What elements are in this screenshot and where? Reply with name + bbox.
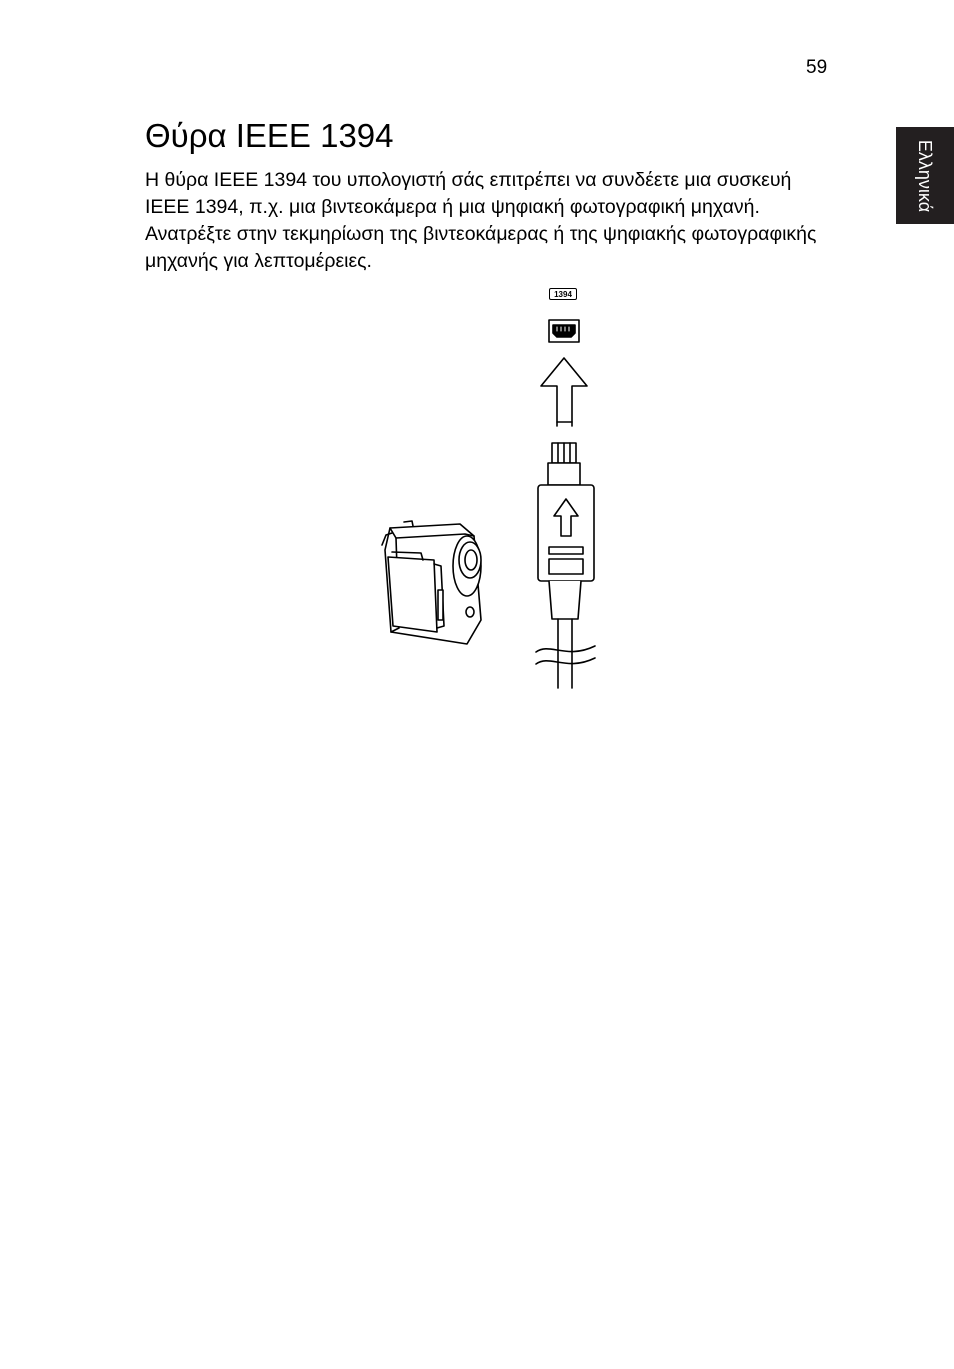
port-label-text: 1394 [554, 290, 572, 299]
connection-illustration [370, 280, 610, 700]
page-number: 59 [806, 57, 828, 78]
language-tab-label: Ελληνικά [915, 139, 935, 212]
ieee1394-port-icon [549, 320, 579, 342]
up-arrow-icon [541, 358, 587, 426]
section-title: Θύρα IEEE 1394 [145, 117, 394, 154]
ieee1394-plug-icon [536, 443, 595, 688]
camcorder-icon [382, 521, 481, 644]
language-tab [896, 127, 954, 224]
section-body: Η θύρα IEEE 1394 του υπολογιστή σάς επιτρέπει να συνδέετε μια συσκευή IEEE 1394, π.χ. μια βιντεοκάμερα ή μια ψηφιακή φωτογραφική μηχανή. Ανατρέξτε στην τεκμηρίωση της βιντεοκάμερας ή της ψηφιακής φωτογραφικής μηχανής για λεπτομέρειες. [145, 169, 817, 272]
